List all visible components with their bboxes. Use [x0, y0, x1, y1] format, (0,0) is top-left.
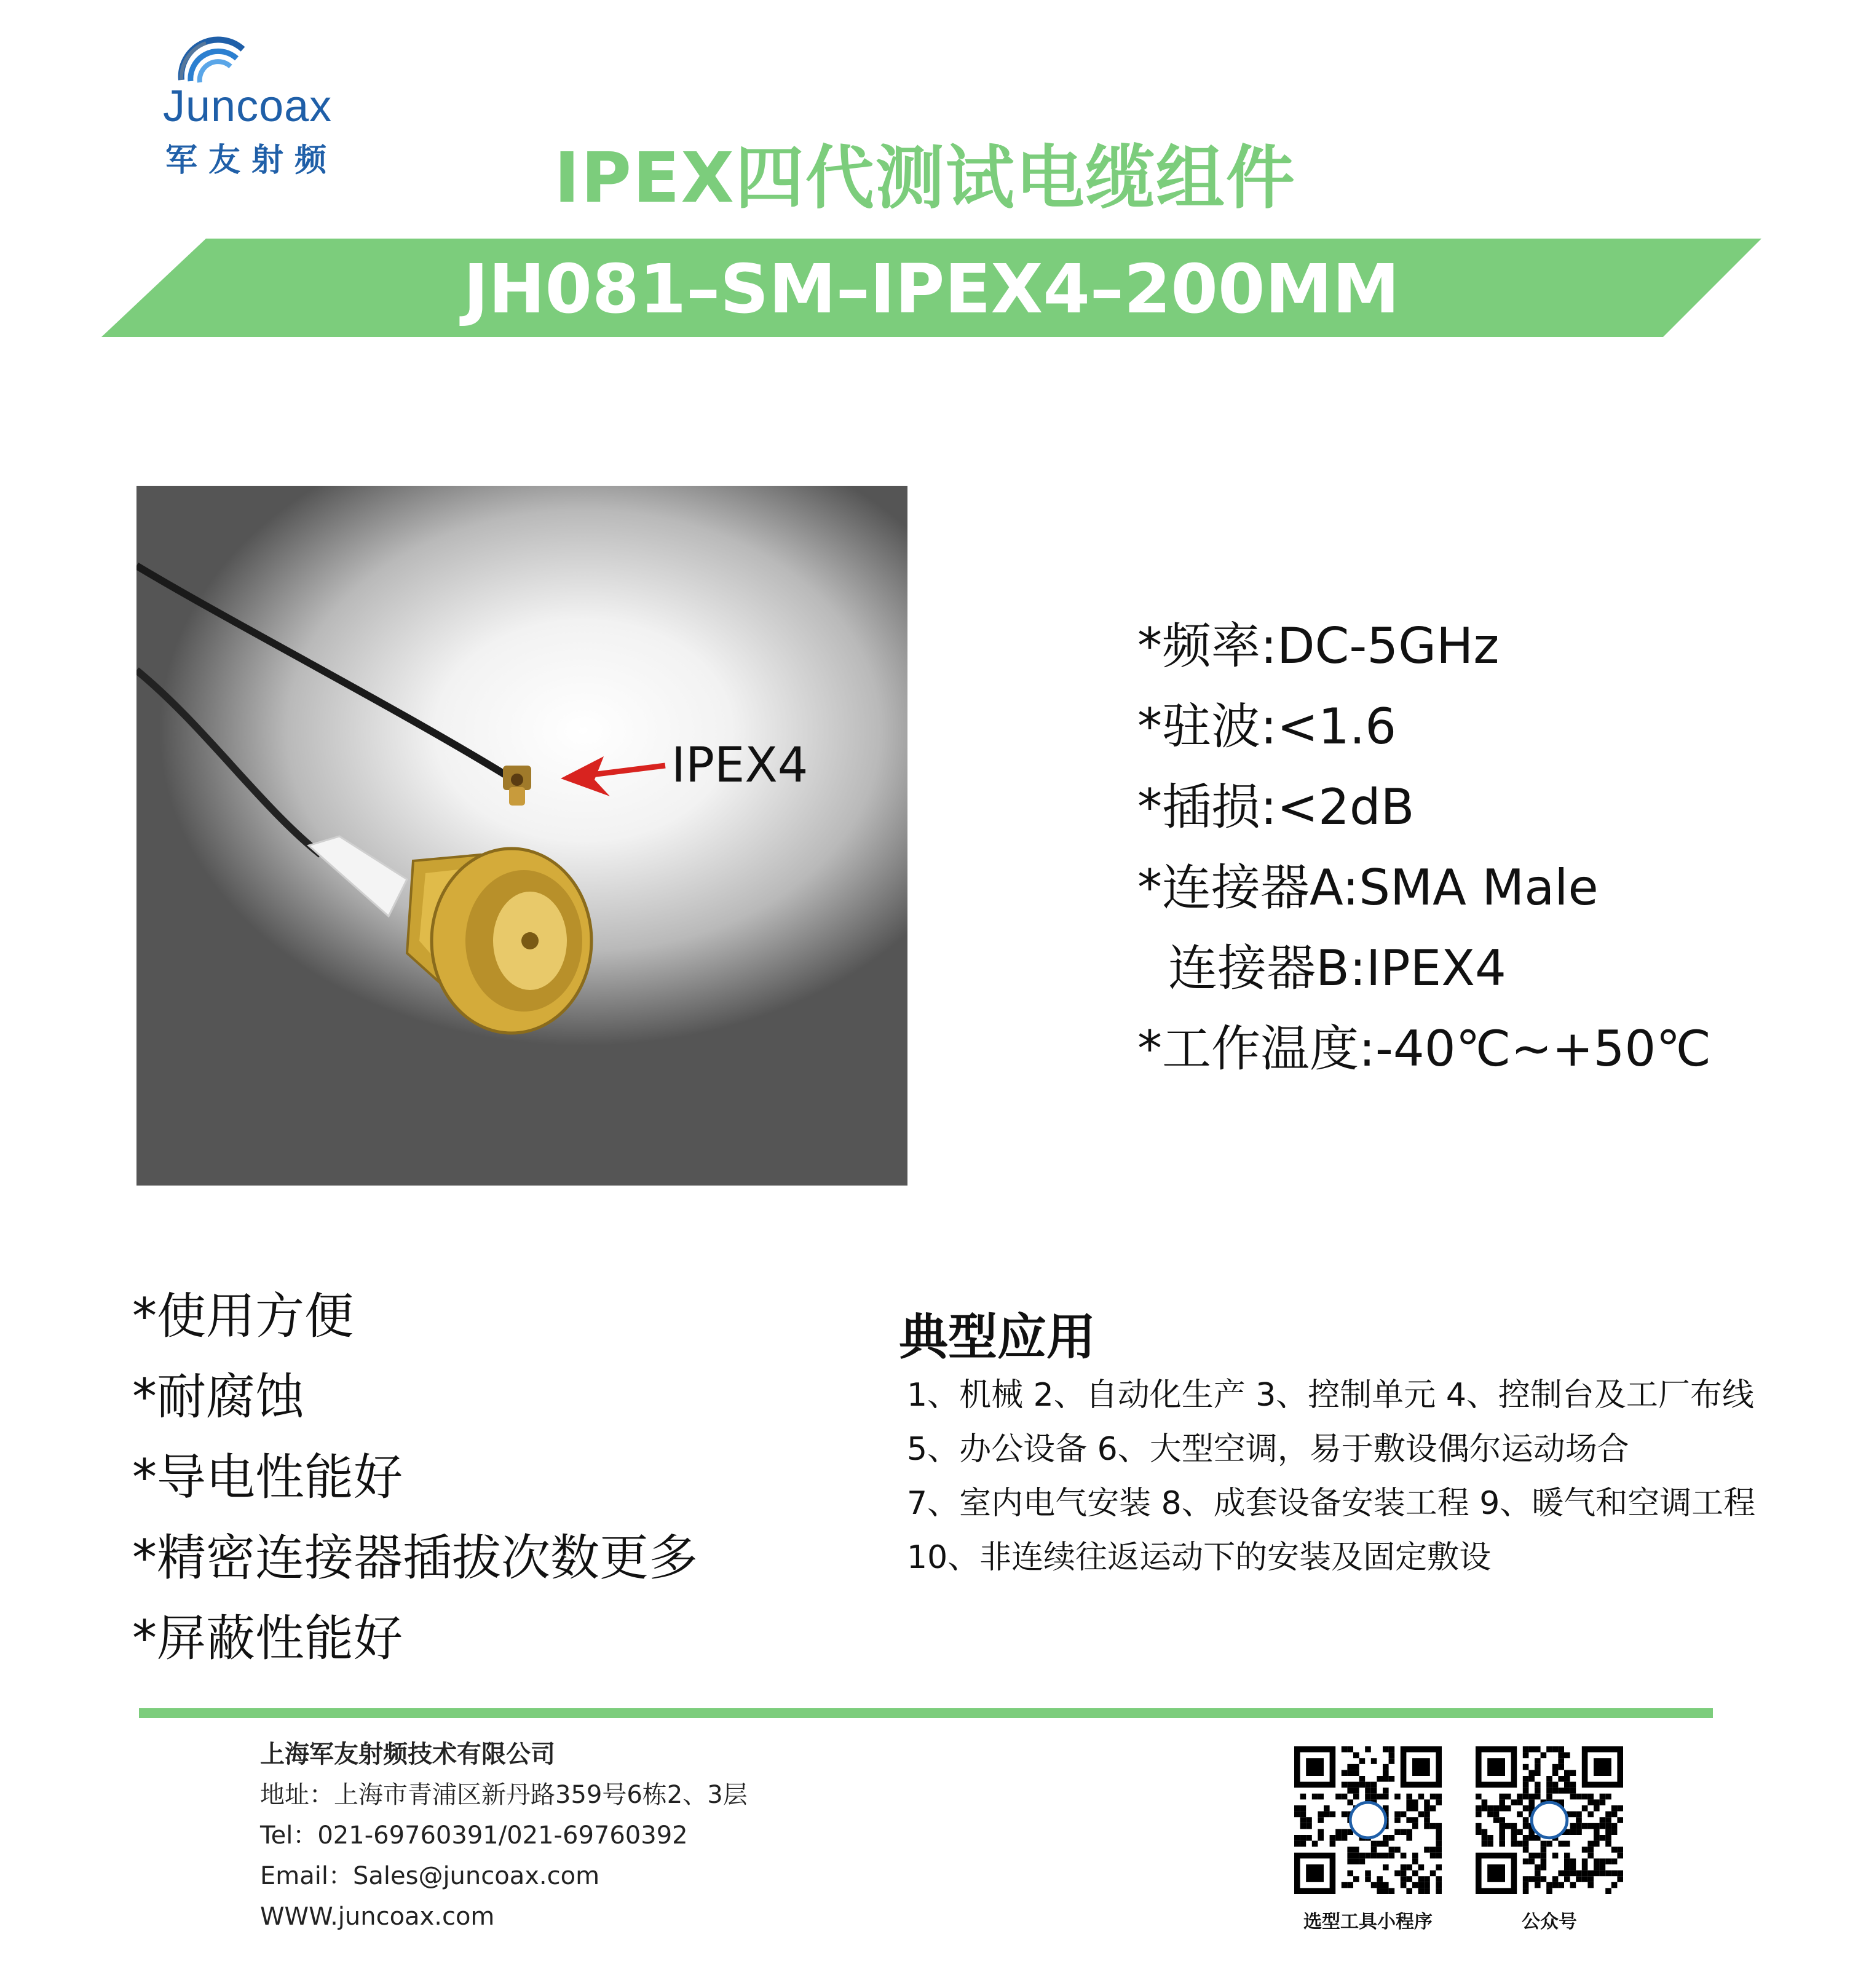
company-name: 上海军友射频技术有限公司 [260, 1740, 555, 1768]
logo-chinese-name: 军友射频 [165, 141, 338, 179]
signal-waves-icon [169, 25, 255, 86]
cable-assembly-illustration [136, 486, 907, 1186]
product-photo [136, 486, 907, 1186]
qr-caption-official-account: 公众号 [1522, 1911, 1577, 1933]
spec-temperature: *工作温度:-40℃~+50℃ [1137, 1020, 1712, 1077]
model-banner [101, 239, 1761, 337]
application-line: 10、非连续往返运动下的安装及固定敷设 [907, 1539, 1492, 1576]
spec-insertion-loss: *插损:<2dB [1137, 778, 1415, 836]
applications-heading: 典型应用 [899, 1309, 1096, 1366]
feature-item: *导电性能好 [132, 1449, 403, 1506]
footer-divider [139, 1708, 1713, 1718]
ipex4-callout-label: IPEX4 [671, 738, 808, 793]
sma-male-connector [407, 849, 591, 1033]
qr-caption-mini-program: 选型工具小程序 [1303, 1911, 1433, 1933]
company-tel: Tel：021-69760391/021-69760392 [260, 1821, 688, 1850]
spec-connector-b: 连接器B:IPEX4 [1168, 940, 1506, 997]
company-email[interactable]: Email：Sales@juncoax.com [260, 1862, 600, 1890]
spec-vswr: *驻波:<1.6 [1137, 698, 1397, 755]
feature-item: *屏蔽性能好 [132, 1610, 403, 1667]
ipex4-connector [503, 766, 531, 806]
company-website[interactable]: WWW.juncoax.com [260, 1903, 495, 1931]
page-title: IPEX四代测试电缆组件 [554, 138, 1296, 218]
company-address: 地址：上海市青浦区新丹路359号6栋2、3层 [260, 1781, 748, 1809]
official-account-qr-code [1476, 1746, 1623, 1894]
feature-item: *使用方便 [132, 1288, 354, 1345]
logo-brand-name: Juncoax [163, 82, 333, 131]
application-line: 7、室内电气安装 8、成套设备安装工程 9、暖气和空调工程 [907, 1485, 1756, 1522]
feature-item: *精密连接器插拔次数更多 [132, 1529, 698, 1586]
mini-program-qr-code [1294, 1746, 1442, 1894]
applications-list [907, 1368, 1755, 1585]
spec-list [1137, 606, 1711, 1089]
spec-connector-a: *连接器A:SMA Male [1137, 859, 1599, 916]
red-arrow-icon [561, 756, 665, 796]
application-line: 1、机械 2、自动化生产 3、控制单元 4、控制台及工厂布线 [907, 1377, 1754, 1414]
spec-frequency: *频率:DC-5GHz [1137, 617, 1500, 675]
application-line: 5、办公设备 6、大型空调，易于敷设偶尔运动场合 [907, 1431, 1629, 1468]
model-number: JH081–SM–IPEX4–200MM [463, 250, 1400, 328]
company-info [260, 1734, 748, 1937]
feature-item: *耐腐蚀 [132, 1368, 304, 1425]
feature-list [132, 1276, 698, 1679]
